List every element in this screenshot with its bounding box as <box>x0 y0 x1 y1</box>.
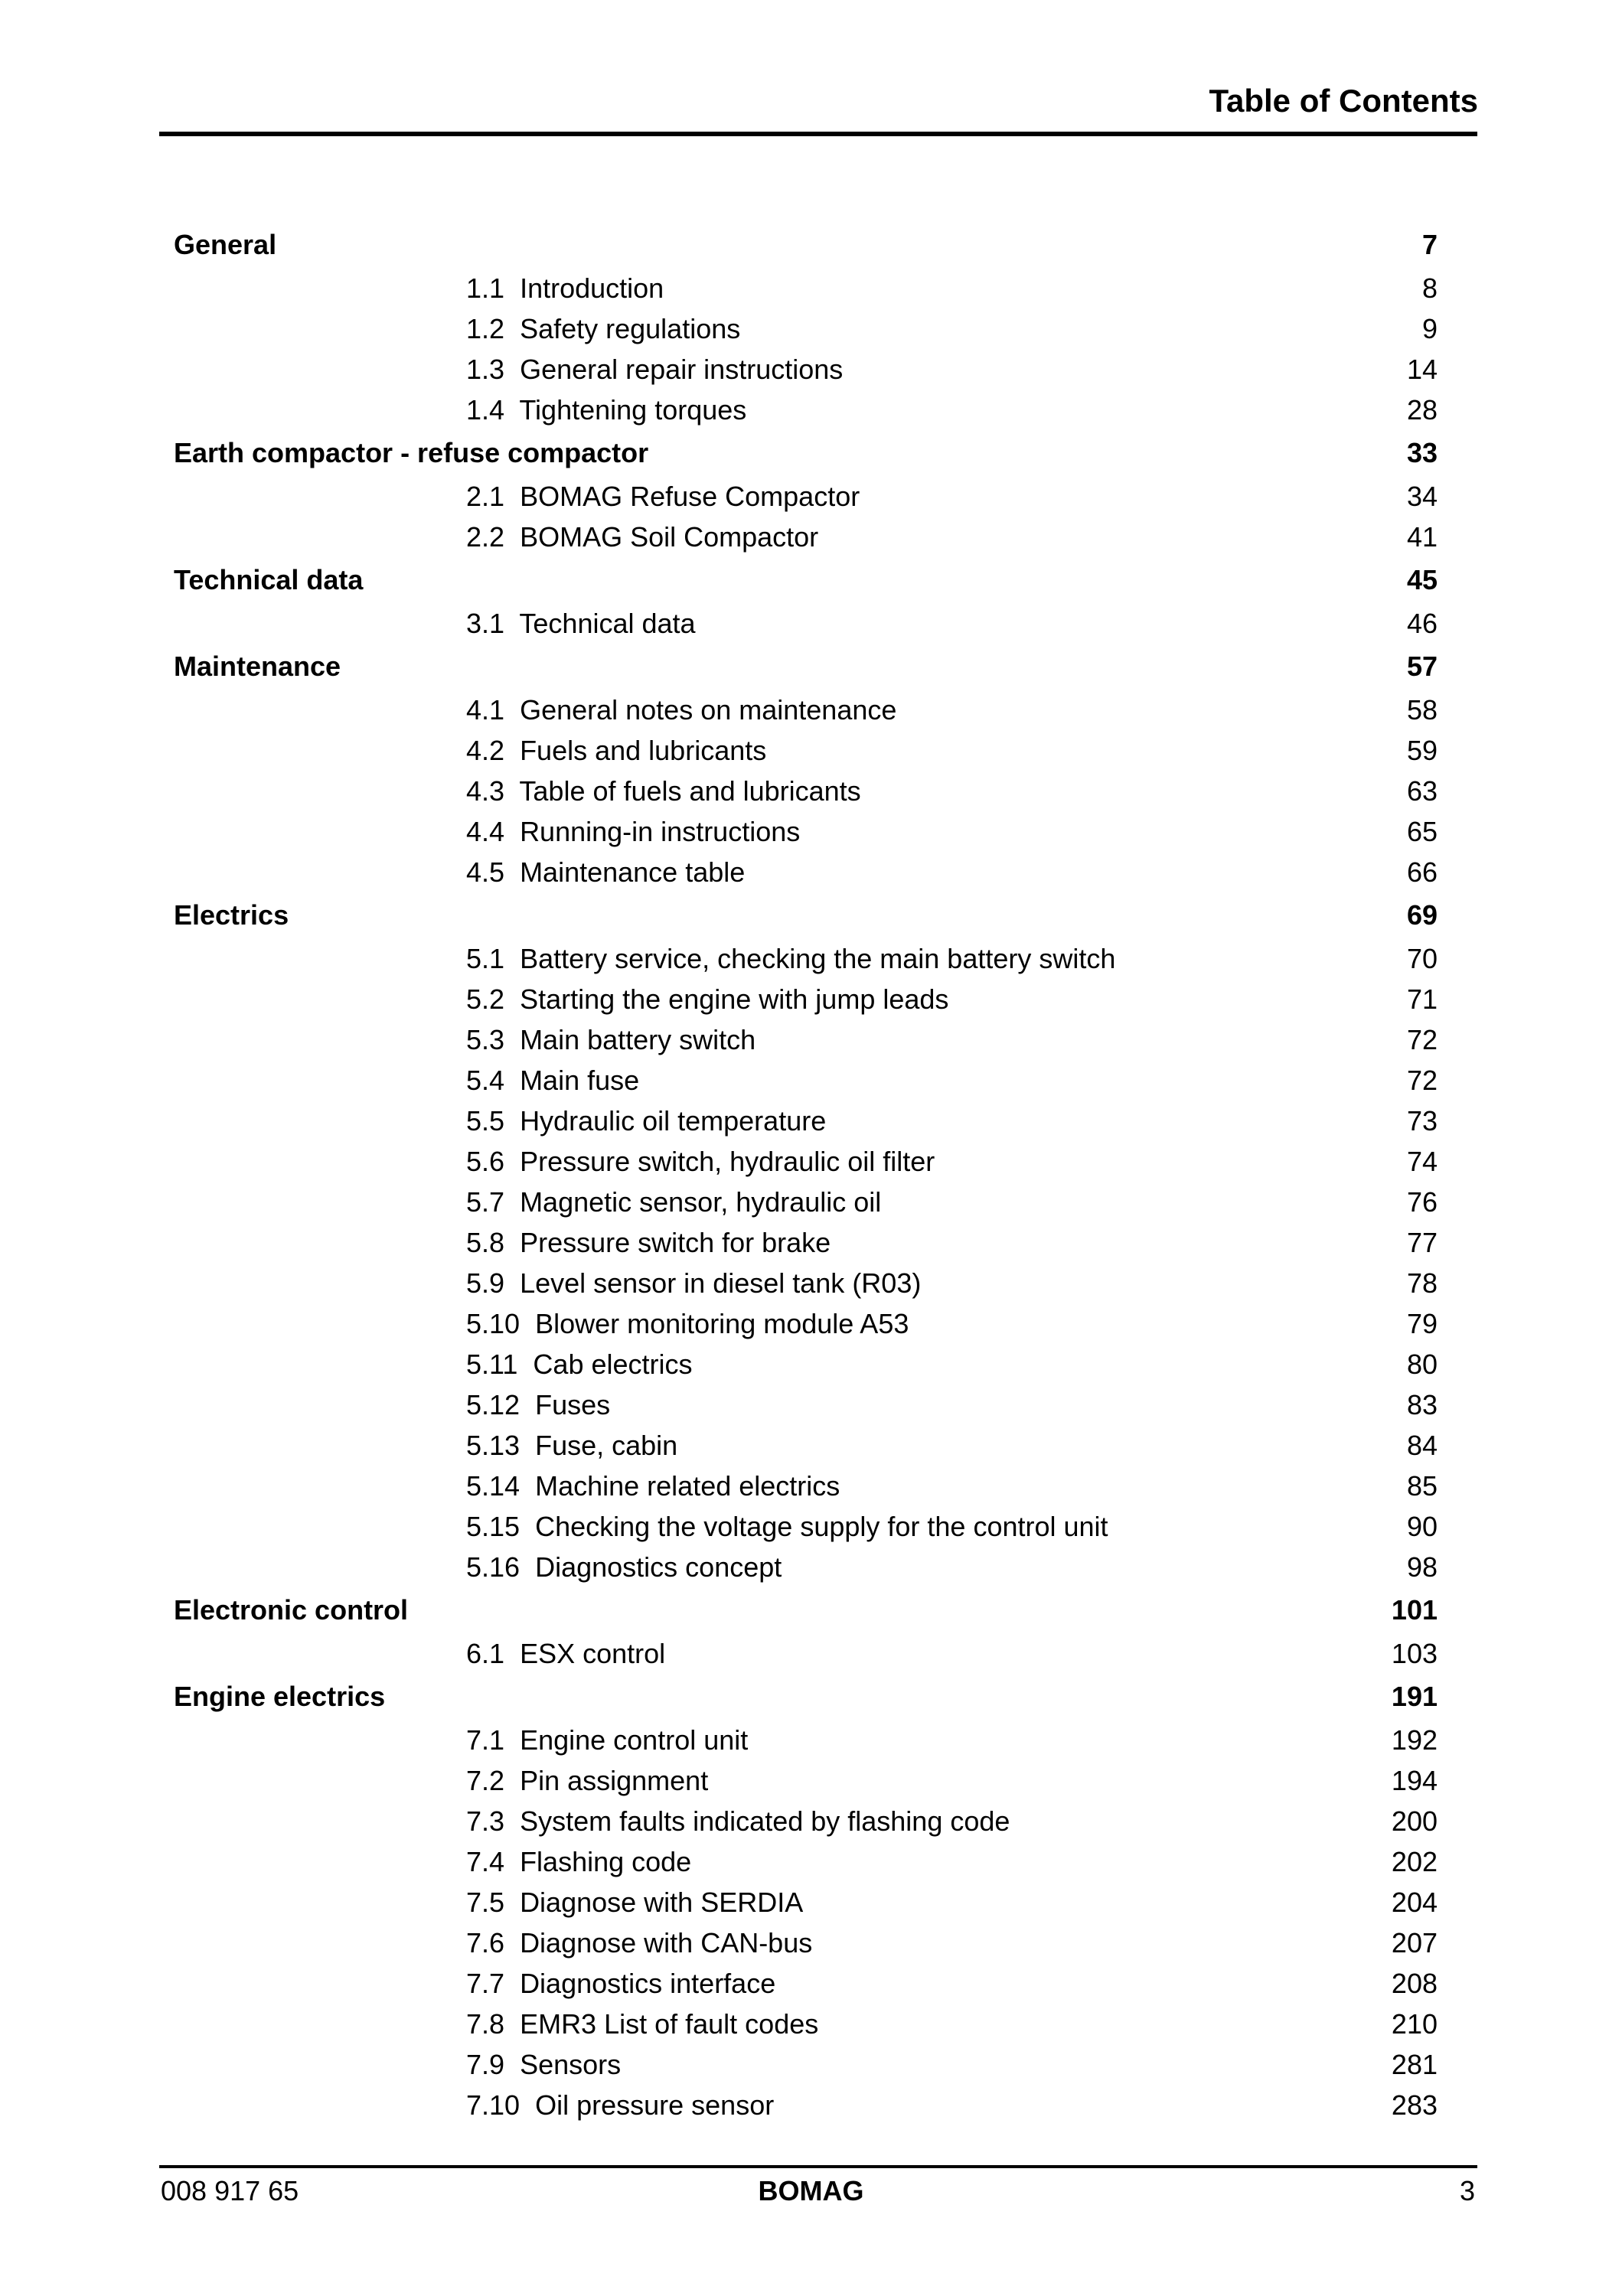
toc-page-number: 65 <box>1406 816 1438 847</box>
toc-section-title: EMR3 List of fault codes <box>520 2008 819 2040</box>
toc-page-number: 57 <box>1406 651 1438 682</box>
toc-section-label <box>466 2044 621 2085</box>
toc-section-number: 5.15 <box>466 1511 521 1542</box>
toc-section-number: 7.3 <box>466 1805 505 1837</box>
toc-chapter-title: Maintenance <box>174 651 341 682</box>
toc-section-row <box>0 2004 1622 2044</box>
toc-section-label <box>466 390 746 430</box>
toc-chapter-title: General <box>174 229 277 260</box>
toc-page-number: 101 <box>1391 1594 1438 1626</box>
toc-section-number: 2.2 <box>466 521 505 553</box>
toc-section-label <box>466 1760 708 1801</box>
toc-section-row <box>0 1060 1622 1101</box>
toc-page-number: 28 <box>1406 394 1438 426</box>
toc-page-number: 90 <box>1406 1511 1438 1542</box>
table-of-contents <box>0 222 1622 2125</box>
toc-page-number: 34 <box>1406 481 1438 512</box>
toc-section-title: System faults indicated by flashing code <box>520 1805 1010 1837</box>
toc-section-title: Safety regulations <box>520 313 741 344</box>
toc-section-number: 4.4 <box>466 816 505 847</box>
toc-section-row <box>0 1101 1622 1141</box>
toc-section-row <box>0 1019 1622 1060</box>
toc-section-label <box>466 1141 935 1182</box>
toc-section-label <box>466 517 818 557</box>
toc-section-title: Oil pressure sensor <box>535 2089 775 2121</box>
toc-section-row <box>0 1547 1622 1587</box>
toc-section-row <box>0 979 1622 1019</box>
toc-page-number: 66 <box>1406 856 1438 888</box>
toc-section-title: Blower monitoring module A53 <box>535 1308 909 1339</box>
toc-chapter-title: Technical data <box>174 564 364 595</box>
toc-section-row <box>0 1384 1622 1425</box>
toc-section-title: Pressure switch, hydraulic oil filter <box>520 1146 935 1177</box>
toc-section-number: 7.1 <box>466 1724 505 1756</box>
toc-section-title: Level sensor in diesel tank (R03) <box>520 1267 922 1299</box>
toc-section-label <box>466 1263 921 1303</box>
toc-section-row <box>0 1344 1622 1384</box>
toc-section-number: 5.11 <box>466 1349 518 1380</box>
toc-section-title: Flashing code <box>520 1846 692 1877</box>
toc-page-number: 8 <box>1421 272 1438 304</box>
toc-section-title: Pressure switch for brake <box>520 1227 831 1258</box>
toc-chapter-title: Engine electrics <box>174 1681 386 1712</box>
toc-page-number: 98 <box>1406 1551 1438 1583</box>
toc-section-label <box>466 1882 803 1923</box>
toc-page-number: 103 <box>1391 1638 1438 1669</box>
toc-section-title: Technical data <box>519 608 696 639</box>
toc-section-title: ESX control <box>520 1638 666 1669</box>
toc-section-number: 4.3 <box>466 775 505 807</box>
toc-section-row <box>0 2044 1622 2085</box>
toc-section-label <box>466 1633 665 1674</box>
toc-section-row <box>0 308 1622 349</box>
toc-section-row <box>0 1963 1622 2004</box>
toc-section-row <box>0 1923 1622 1963</box>
toc-section-label <box>466 1841 691 1882</box>
toc-section-label <box>466 1466 840 1506</box>
toc-chapter-row <box>0 644 1622 690</box>
toc-section-title: Hydraulic oil temperature <box>520 1105 827 1137</box>
toc-section-row <box>0 2085 1622 2125</box>
toc-section-title: Diagnose with SERDIA <box>520 1887 804 1918</box>
toc-page-number: 76 <box>1406 1186 1438 1218</box>
toc-section-number: 4.5 <box>466 856 505 888</box>
toc-section-number: 7.5 <box>466 1887 505 1918</box>
toc-section-title: Fuses <box>535 1389 611 1420</box>
toc-section-label <box>466 1182 881 1222</box>
toc-section-number: 4.2 <box>466 735 505 766</box>
page-number: 3 <box>1459 2175 1475 2206</box>
toc-section-label <box>466 1923 812 1963</box>
toc-section-number: 1.4 <box>466 394 505 426</box>
toc-chapter-row <box>0 557 1622 603</box>
toc-section-title: BOMAG Refuse Compactor <box>520 481 860 512</box>
toc-section-title: Machine related electrics <box>535 1470 840 1502</box>
toc-section-number: 7.8 <box>466 2008 505 2040</box>
toc-section-label <box>466 1019 756 1060</box>
toc-chapter-row <box>0 892 1622 938</box>
toc-section-row <box>0 1882 1622 1923</box>
toc-section-number: 5.7 <box>466 1186 505 1218</box>
toc-section-title: Diagnose with CAN-bus <box>520 1927 813 1958</box>
toc-section-row <box>0 1425 1622 1466</box>
toc-section-title: Table of fuels and lubricants <box>519 775 861 807</box>
toc-page-number: 33 <box>1406 437 1438 468</box>
toc-chapter-row <box>0 222 1622 268</box>
toc-page-number: 73 <box>1406 1105 1438 1137</box>
toc-section-row <box>0 811 1622 852</box>
toc-section-number: 5.3 <box>466 1024 505 1055</box>
toc-section-number: 5.4 <box>466 1065 505 1096</box>
toc-section-title: Introduction <box>520 272 664 304</box>
toc-section-label <box>466 1060 639 1101</box>
toc-section-number: 5.1 <box>466 943 505 974</box>
toc-page-number: 194 <box>1391 1765 1438 1796</box>
toc-section-row <box>0 1222 1622 1263</box>
toc-section-row <box>0 771 1622 811</box>
toc-page-number: 74 <box>1406 1146 1438 1177</box>
toc-section-number: 1.1 <box>466 272 505 304</box>
toc-section-label <box>466 603 696 644</box>
toc-page-number: 63 <box>1406 775 1438 807</box>
toc-section-title: Diagnostics concept <box>535 1551 782 1583</box>
toc-section-label <box>466 979 948 1019</box>
toc-section-number: 7.9 <box>466 2049 505 2080</box>
toc-section-title: Magnetic sensor, hydraulic oil <box>520 1186 882 1218</box>
toc-page-number: 78 <box>1406 1267 1438 1299</box>
toc-page-number: 208 <box>1391 1968 1438 1999</box>
toc-section-number: 5.14 <box>466 1470 521 1502</box>
toc-page-number: 84 <box>1406 1430 1438 1461</box>
toc-section-row <box>0 1466 1622 1506</box>
toc-section-label <box>466 1425 677 1466</box>
toc-chapter-title: Earth compactor - refuse compactor <box>174 437 649 468</box>
toc-chapter-title: Electronic control <box>174 1594 409 1626</box>
toc-page-number: 283 <box>1391 2089 1438 2121</box>
page-title: Table of Contents <box>1209 83 1478 119</box>
toc-section-label <box>466 268 664 308</box>
toc-section-title: Battery service, checking the main battery switch <box>520 943 1116 974</box>
toc-section-label <box>466 811 800 852</box>
toc-section-label <box>466 1720 748 1760</box>
toc-section-label <box>466 1801 1010 1841</box>
toc-section-label <box>466 476 860 517</box>
toc-section-label <box>466 2004 818 2044</box>
toc-section-label <box>466 2085 774 2125</box>
toc-section-label <box>466 1547 782 1587</box>
toc-section-title: Fuse, cabin <box>535 1430 678 1461</box>
toc-section-title: Maintenance table <box>520 856 746 888</box>
toc-page-number: 14 <box>1406 354 1438 385</box>
toc-section-row <box>0 1141 1622 1182</box>
toc-page-number: 85 <box>1406 1470 1438 1502</box>
toc-section-title: Cab electrics <box>533 1349 693 1380</box>
toc-section-number: 5.2 <box>466 983 505 1015</box>
toc-section-number: 7.6 <box>466 1927 505 1958</box>
toc-section-row <box>0 349 1622 390</box>
toc-section-row <box>0 603 1622 644</box>
document-number: 008 917 65 <box>161 2175 299 2206</box>
toc-page-number: 9 <box>1421 313 1438 344</box>
toc-page-number: 77 <box>1406 1227 1438 1258</box>
toc-section-row <box>0 1720 1622 1760</box>
toc-section-row <box>0 1760 1622 1801</box>
toc-section-label <box>466 1963 775 2004</box>
toc-page-number: 45 <box>1406 564 1438 595</box>
toc-section-number: 5.9 <box>466 1267 505 1299</box>
header-rule <box>159 132 1477 136</box>
toc-page-number: 41 <box>1406 521 1438 553</box>
toc-section-row <box>0 1801 1622 1841</box>
toc-section-label <box>466 852 745 892</box>
toc-section-label <box>466 1303 909 1344</box>
toc-page-number: 7 <box>1421 229 1438 260</box>
toc-page-number: 71 <box>1406 983 1438 1015</box>
toc-section-row <box>0 852 1622 892</box>
toc-section-label <box>466 1344 693 1384</box>
toc-section-title: Main fuse <box>520 1065 640 1096</box>
toc-section-label <box>466 938 1115 979</box>
toc-page-number: 210 <box>1391 2008 1438 2040</box>
toc-section-number: 5.6 <box>466 1146 505 1177</box>
toc-section-row <box>0 1633 1622 1674</box>
toc-page-number: 70 <box>1406 943 1438 974</box>
toc-section-label <box>466 1222 831 1263</box>
toc-section-row <box>0 690 1622 730</box>
toc-section-number: 5.5 <box>466 1105 505 1137</box>
toc-page-number: 207 <box>1391 1927 1438 1958</box>
toc-section-title: Fuels and lubricants <box>520 735 767 766</box>
toc-section-row <box>0 1506 1622 1547</box>
toc-section-number: 5.12 <box>466 1389 521 1420</box>
toc-section-number: 2.1 <box>466 481 505 512</box>
toc-section-label <box>466 308 740 349</box>
toc-section-row <box>0 938 1622 979</box>
footer-rule <box>159 2165 1477 2168</box>
toc-section-label <box>466 349 843 390</box>
toc-section-label <box>466 1101 826 1141</box>
toc-section-number: 5.16 <box>466 1551 521 1583</box>
toc-section-row <box>0 390 1622 430</box>
toc-chapter-row <box>0 430 1622 476</box>
toc-section-row <box>0 730 1622 771</box>
toc-section-title: Pin assignment <box>520 1765 709 1796</box>
toc-section-number: 3.1 <box>466 608 505 639</box>
toc-section-number: 7.2 <box>466 1765 505 1796</box>
toc-section-label <box>466 771 861 811</box>
toc-page-number: 72 <box>1406 1065 1438 1096</box>
toc-section-row <box>0 1263 1622 1303</box>
toc-section-number: 7.4 <box>466 1846 505 1877</box>
toc-page-number: 80 <box>1406 1349 1438 1380</box>
toc-chapter-title: Electrics <box>174 899 289 931</box>
toc-section-title: Main battery switch <box>520 1024 756 1055</box>
toc-section-title: Running-in instructions <box>520 816 801 847</box>
toc-page-number: 83 <box>1406 1389 1438 1420</box>
toc-section-label <box>466 690 896 730</box>
toc-section-row <box>0 268 1622 308</box>
toc-page-number: 72 <box>1406 1024 1438 1055</box>
toc-section-title: BOMAG Soil Compactor <box>520 521 819 553</box>
toc-section-label <box>466 1506 1108 1547</box>
toc-section-label <box>466 730 766 771</box>
toc-section-number: 1.3 <box>466 354 505 385</box>
toc-section-title: General notes on maintenance <box>520 694 897 726</box>
brand-name: BOMAG <box>758 2175 864 2206</box>
toc-page-number: 59 <box>1406 735 1438 766</box>
toc-section-number: 5.10 <box>466 1308 521 1339</box>
toc-page-number: 202 <box>1391 1846 1438 1877</box>
toc-section-label <box>466 1384 610 1425</box>
toc-section-row <box>0 1182 1622 1222</box>
toc-section-title: General repair instructions <box>520 354 844 385</box>
toc-section-title: Tightening torques <box>519 394 747 426</box>
toc-chapter-row <box>0 1674 1622 1720</box>
toc-page-number: 69 <box>1406 899 1438 931</box>
toc-page-number: 192 <box>1391 1724 1438 1756</box>
toc-page-number: 281 <box>1391 2049 1438 2080</box>
toc-page-number: 204 <box>1391 1887 1438 1918</box>
toc-section-number: 6.1 <box>466 1638 505 1669</box>
toc-section-number: 7.10 <box>466 2089 521 2121</box>
toc-section-number: 1.2 <box>466 313 505 344</box>
toc-section-number: 5.8 <box>466 1227 505 1258</box>
toc-section-title: Diagnostics interface <box>520 1968 776 1999</box>
toc-page-number: 79 <box>1406 1308 1438 1339</box>
toc-section-row <box>0 517 1622 557</box>
toc-section-title: Starting the engine with jump leads <box>520 983 949 1015</box>
toc-chapter-row <box>0 1587 1622 1633</box>
toc-page-number: 200 <box>1391 1805 1438 1837</box>
toc-section-row <box>0 1841 1622 1882</box>
toc-section-number: 4.1 <box>466 694 505 726</box>
toc-section-row <box>0 476 1622 517</box>
toc-page-number: 46 <box>1406 608 1438 639</box>
toc-page-number: 191 <box>1391 1681 1438 1712</box>
toc-section-title: Sensors <box>520 2049 622 2080</box>
toc-section-row <box>0 1303 1622 1344</box>
toc-section-title: Engine control unit <box>520 1724 749 1756</box>
toc-section-title: Checking the voltage supply for the control unit <box>535 1511 1108 1542</box>
toc-section-number: 5.13 <box>466 1430 521 1461</box>
toc-page-number: 58 <box>1406 694 1438 726</box>
toc-section-number: 7.7 <box>466 1968 505 1999</box>
